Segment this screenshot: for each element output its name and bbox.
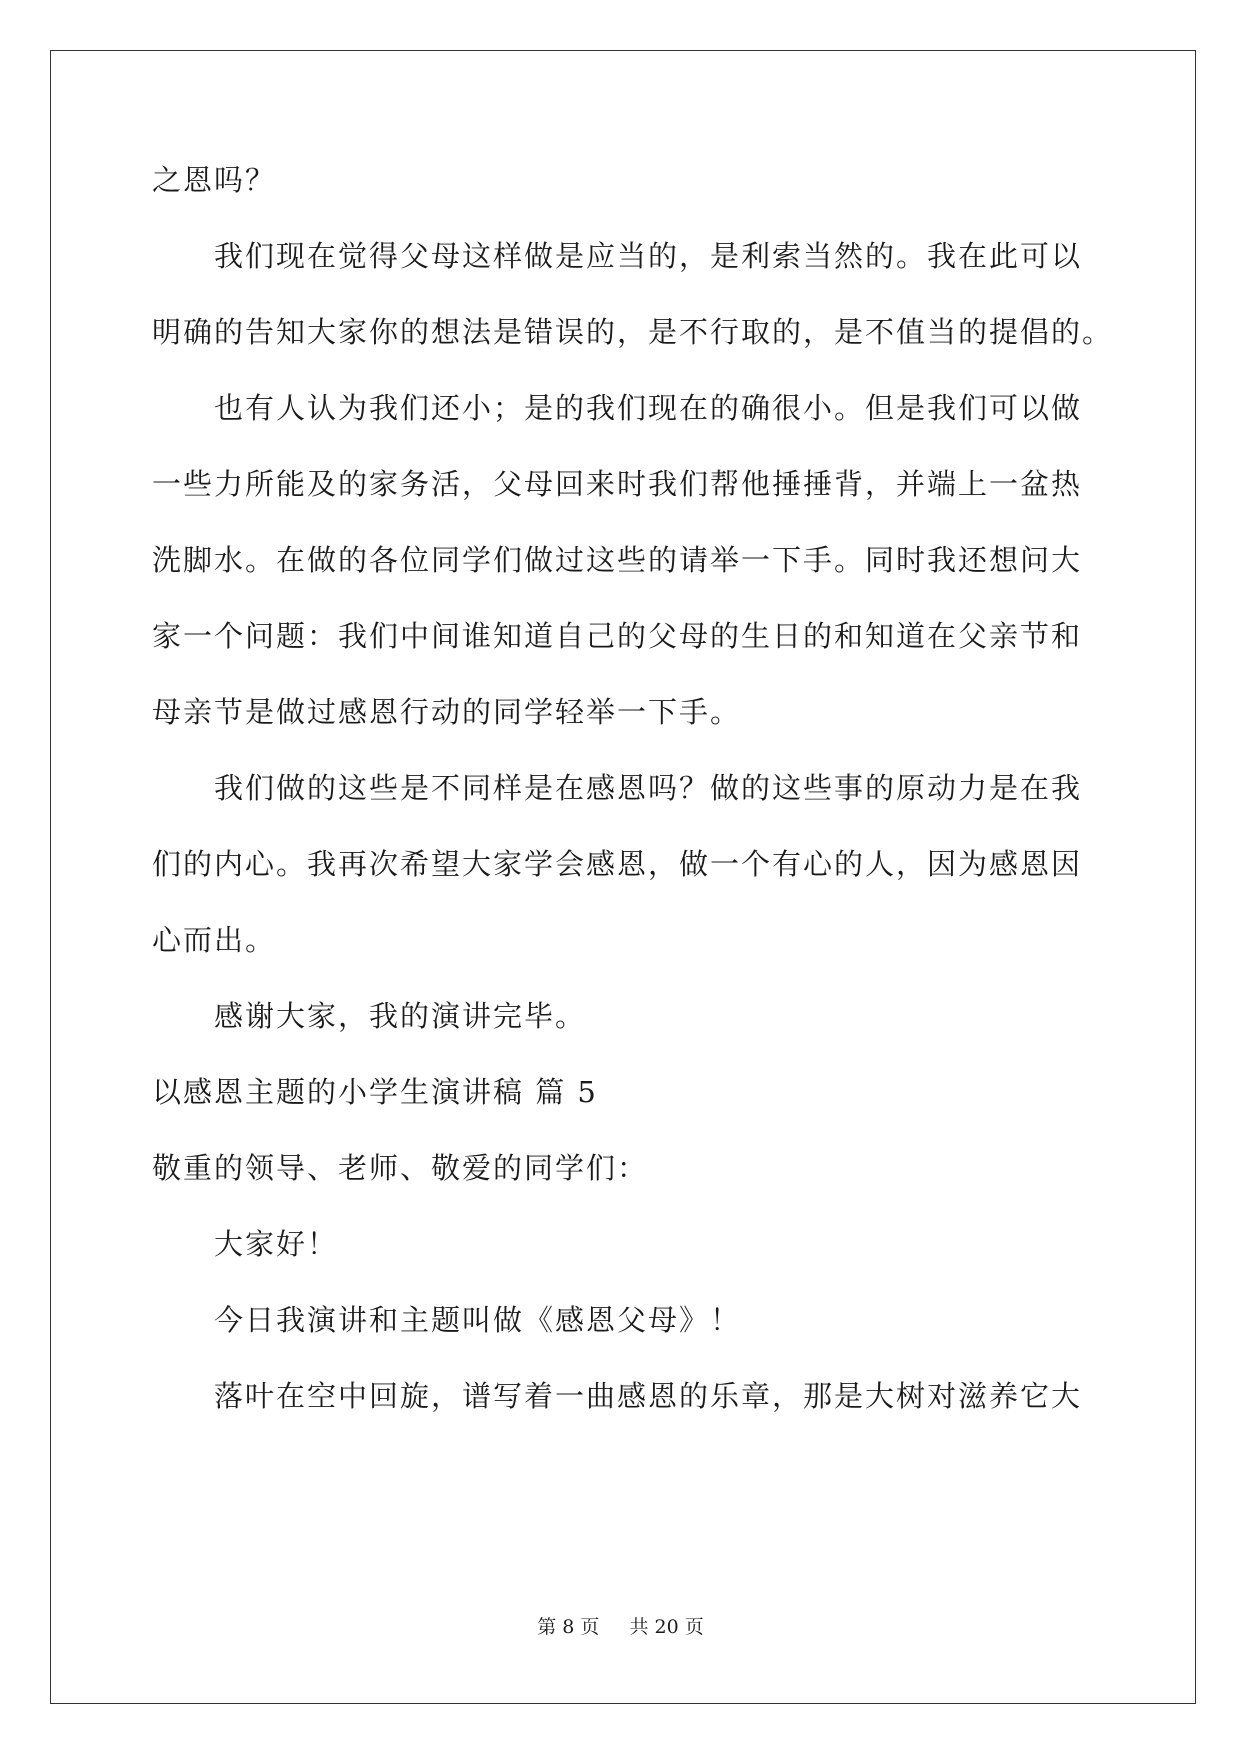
salutation: 敬重的领导、老师、敬爱的同学们：	[152, 1151, 649, 1185]
text-line-1: 之恩吗？	[152, 163, 277, 197]
text-line-4: 也有人认为我们还小；是的我们现在的确很小。但是我们可以做	[214, 391, 1083, 425]
text-line-3: 明确的告知大家你的想法是错误的，是不行取的，是不值当的提倡的。	[152, 315, 1114, 349]
text-line-9: 我们做的这些是不同样是在感恩吗？做的这些事的原动力是在我	[214, 771, 1083, 805]
text-line-17: 落叶在空中回旋，谱写着一曲感恩的乐章，那是大树对滋养它大	[214, 1379, 1083, 1413]
total-pages: 共 20 页	[629, 1616, 704, 1638]
current-page-number: 第 8 页	[537, 1616, 600, 1638]
text-line-7: 家一个问题：我们中间谁知道自己的父母的生日的和知道在父亲节和	[152, 619, 1083, 653]
text-line-8: 母亲节是做过感恩行动的同学轻举一下手。	[152, 695, 742, 729]
text-line-5: 一些力所能及的家务活，父母回来时我们帮他捶捶背，并端上一盆热	[152, 467, 1083, 501]
greeting: 大家好！	[214, 1227, 339, 1261]
text-line-10: 们的内心。我再次希望大家学会感恩，做一个有心的人，因为感恩因	[152, 847, 1083, 881]
page-footer	[0, 1612, 1241, 1639]
text-line-11: 心而出。	[152, 923, 277, 957]
text-line-2: 我们现在觉得父母这样做是应当的，是利索当然的。我在此可以	[214, 239, 1083, 273]
text-line-16: 今日我演讲和主题叫做《感恩父母》！	[214, 1303, 742, 1337]
section-heading: 以感恩主题的小学生演讲稿 篇 5	[152, 1075, 598, 1109]
text-line-12: 感谢大家，我的演讲完毕。	[214, 999, 587, 1033]
text-line-6: 洗脚水。在做的各位同学们做过这些的请举一下手。同时我还想问大	[152, 543, 1083, 577]
